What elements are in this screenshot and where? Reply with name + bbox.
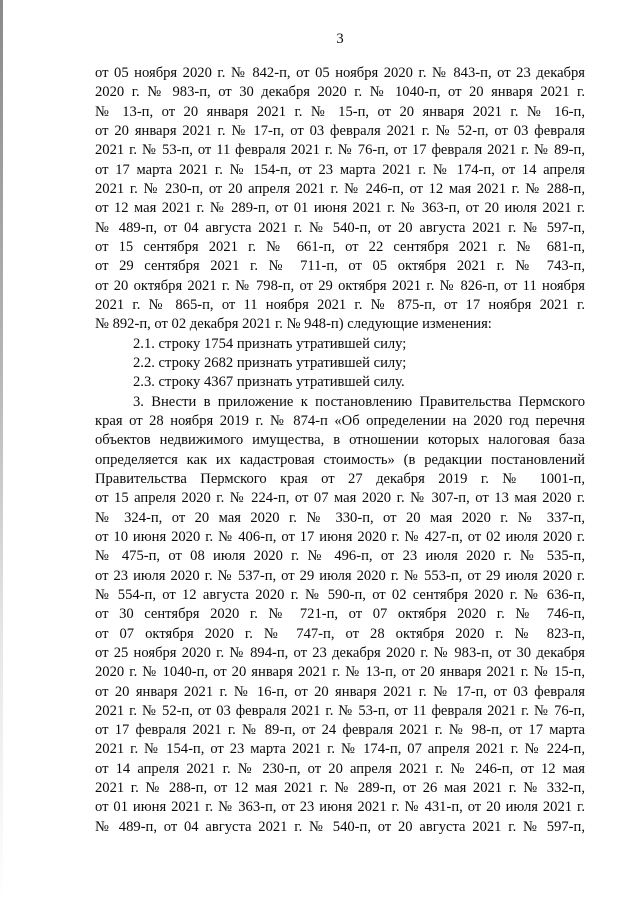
- text-line: края от 28 ноября 2019 г. № 874-п «Об определении на 2020 год перечня: [95, 412, 585, 429]
- text-line: от 20 октября 2021 г. № 798-п, от 29 октября 2021 г. № 826-п, от 11 ноября: [95, 277, 585, 294]
- text-line: от 29 сентября 2021 г. № 711-п, от 05 октября 2021 г. № 743-п,: [95, 258, 585, 275]
- text-line: от 17 марта 2021 г. № 154-п, от 23 марта 2021 г. № 174-п, от 14 апреля: [95, 161, 585, 178]
- text-line: от 01 июня 2021 г. № 363-п, от 23 июня 2021 г. № 431-п, от 20 июля 2021 г.: [95, 799, 585, 816]
- list-item: 2.3. строку 4367 признать утратившей силу.: [133, 374, 405, 391]
- text-line: 2021 г. № 865-п, от 11 ноября 2021 г. № 875-п, от 17 ноября 2021 г.: [95, 296, 585, 313]
- text-line: от 10 июня 2020 г. № 406-п, от 17 июня 2020 г. № 427-п, от 02 июля 2020 г.: [95, 528, 585, 545]
- text-line: от 17 февраля 2021 г. № 89-п, от 24 февраля 2021 г. № 98-п, от 17 марта: [95, 722, 585, 739]
- text-line: № 489-п, от 04 августа 2021 г. № 540-п, от 20 августа 2021 г. № 597-п,: [95, 818, 585, 835]
- text-line: от 14 апреля 2021 г. № 230-п, от 20 апреля 2021 г. № 246-п, от 12 мая: [95, 760, 585, 777]
- text-line: от 05 ноября 2020 г. № 842-п, от 05 ноября 2020 г. № 843-п, от 23 декабря: [95, 65, 585, 81]
- page-number: 3: [336, 31, 344, 47]
- document-body: [95, 64, 585, 837]
- text-line: № 554-п, от 12 августа 2020 г. № 590-п, от 02 сентября 2020 г. № 636-п,: [95, 586, 585, 603]
- text-line: 2021 г. № 154-п, от 23 марта 2021 г. № 174-п, 07 апреля 2021 г. № 224-п,: [95, 741, 585, 758]
- text-line: 2020 г. № 1040-п, от 20 января 2021 г. № 13-п, от 20 января 2021 г. № 15-п,: [95, 664, 585, 681]
- text-line: 2020 г. № 983-п, от 30 декабря 2020 г. № 1040-п, от 20 января 2021 г.: [95, 84, 585, 101]
- text-line: 2021 г. № 53-п, от 11 февраля 2021 г. № 76-п, от 17 февраля 2021 г. № 89-п,: [95, 142, 585, 159]
- text-line: № 13-п, от 20 января 2021 г. № 15-п, от 20 января 2021 г. № 16-п,: [95, 103, 585, 120]
- text-line: от 30 сентября 2020 г. № 721-п, от 07 октября 2020 г. № 746-п,: [95, 606, 585, 623]
- text-line: от 20 января 2021 г. № 16-п, от 20 января 2021 г. № 17-п, от 03 февраля: [95, 683, 585, 700]
- text-line: от 12 мая 2021 г. № 289-п, от 01 июня 2021 г. № 363-п, от 20 июля 2021 г.: [95, 200, 585, 217]
- text-line: от 15 апреля 2020 г. № 224-п, от 07 мая 2020 г. № 307-п, от 13 мая 2020 г.: [95, 490, 585, 507]
- text-line: объектов недвижимого имущества, в отношении которых налоговая база: [95, 432, 585, 449]
- text-line: определяется как их кадастровая стоимость» (в редакции постановлений: [95, 451, 585, 468]
- text-line: от 15 сентября 2021 г. № 661-п, от 22 сентября 2021 г. № 681-п,: [95, 238, 585, 255]
- list-item: 2.2. строку 2682 признать утратившей силу;: [133, 354, 407, 371]
- text-line: от 20 января 2021 г. № 17-п, от 03 февраля 2021 г. № 52-п, от 03 февраля: [95, 122, 585, 139]
- text-line: № 475-п, от 08 июля 2020 г. № 496-п, от 23 июля 2020 г. № 535-п,: [95, 548, 585, 565]
- text-line: от 23 июля 2020 г. № 537-п, от 29 июля 2020 г. № 553-п, от 29 июля 2020 г.: [95, 567, 585, 584]
- text-line: от 25 ноября 2020 г. № 894-п, от 23 декабря 2020 г. № 983-п, от 30 декабря: [95, 644, 585, 661]
- paragraph-3-first-line: 3. Внести в приложение к постановлению Правительства Пермского: [133, 393, 585, 410]
- text-line: 2021 г. № 230-п, от 20 апреля 2021 г. № 246-п, от 12 мая 2021 г. № 288-п,: [95, 180, 585, 197]
- text-line: Правительства Пермского края от 27 декабря 2019 г. № 1001-п,: [95, 470, 585, 487]
- text-line: 2021 г. № 288-п, от 12 мая 2021 г. № 289-п, от 26 мая 2021 г. № 332-п,: [95, 780, 585, 797]
- text-line: от 07 октября 2020 г. № 747-п, от 28 октября 2020 г. № 823-п,: [95, 625, 585, 642]
- text-line: 2021 г. № 52-п, от 03 февраля 2021 г. № 53-п, от 11 февраля 2021 г. № 76-п,: [95, 702, 585, 719]
- list-item: 2.1. строку 1754 признать утратившей силу;: [133, 335, 407, 352]
- text-line: № 324-п, от 20 мая 2020 г. № 330-п, от 20 мая 2020 г. № 337-п,: [95, 509, 585, 526]
- text-line: № 892-п, от 02 декабря 2021 г. № 948-п) следующие изменения:: [95, 316, 492, 333]
- text-line: № 489-п, от 04 августа 2021 г. № 540-п, от 20 августа 2021 г. № 597-п,: [95, 219, 585, 236]
- scan-edge: [0, 0, 3, 905]
